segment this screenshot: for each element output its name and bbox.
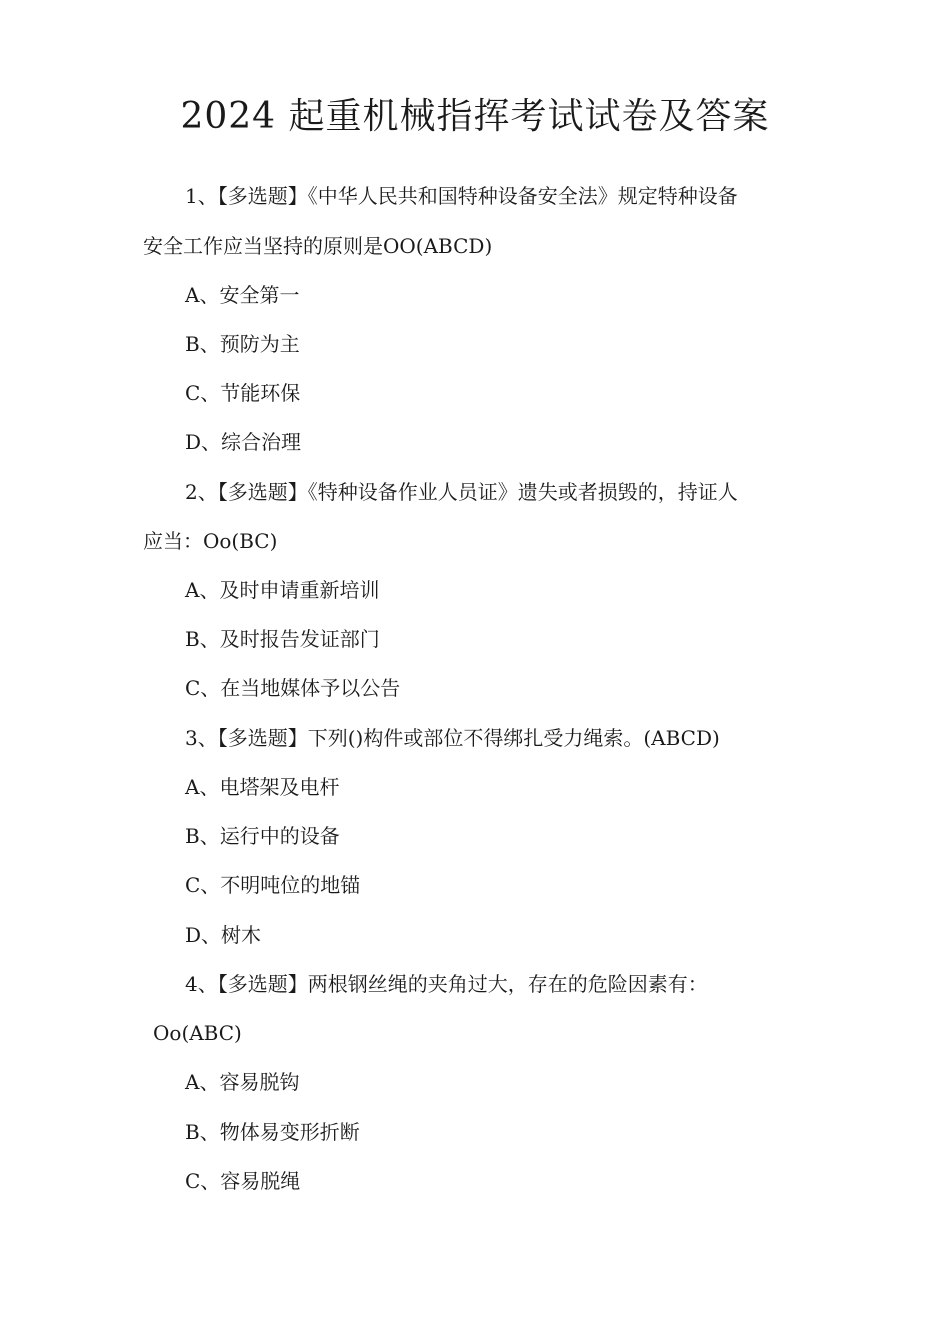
question-4-option-b: B、物体易变形折断 xyxy=(185,1120,360,1144)
question-1-text: 1、【多选题】《中华人民共和国特种设备安全法》规定特种设备 xyxy=(185,184,738,208)
question-1-option-a: A、安全第一 xyxy=(185,283,300,307)
question-3-option-a: A、电塔架及电杆 xyxy=(185,775,340,799)
question-4-option-a: A、容易脱钩 xyxy=(185,1070,300,1094)
question-1-option-c: C、节能环保 xyxy=(185,381,301,405)
question-4-text-cont: Oo(ABC) xyxy=(153,1021,242,1045)
question-2-option-a: A、及时申请重新培训 xyxy=(185,578,380,602)
question-4-text: 4、【多选题】两根钢丝绳的夹角过大，存在的危险因素有： xyxy=(185,972,708,996)
question-1-option-d: D、综合治理 xyxy=(185,430,302,454)
question-2-option-b: B、及时报告发证部门 xyxy=(185,627,380,651)
document-title: 2024 起重机械指挥考试试卷及答案 xyxy=(180,96,770,137)
question-1-text-cont: 安全工作应当坚持的原则是OO(ABCD) xyxy=(143,234,493,258)
question-4-option-c: C、容易脱绳 xyxy=(185,1169,301,1193)
question-3-option-b: B、运行中的设备 xyxy=(185,824,340,848)
question-2-option-c: C、在当地媒体予以公告 xyxy=(185,676,401,700)
question-1-option-b: B、预防为主 xyxy=(185,332,300,356)
question-3-text: 3、【多选题】下列()构件或部位不得绑扎受力绳索。(ABCD) xyxy=(185,726,720,750)
question-3-option-c: C、不明吨位的地锚 xyxy=(185,873,361,897)
question-2-text-cont: 应当：Oo(BC) xyxy=(143,529,278,553)
question-3-option-d: D、树木 xyxy=(185,923,262,947)
question-2-text: 2、【多选题】《特种设备作业人员证》遗失或者损毁的，持证人 xyxy=(185,480,738,504)
